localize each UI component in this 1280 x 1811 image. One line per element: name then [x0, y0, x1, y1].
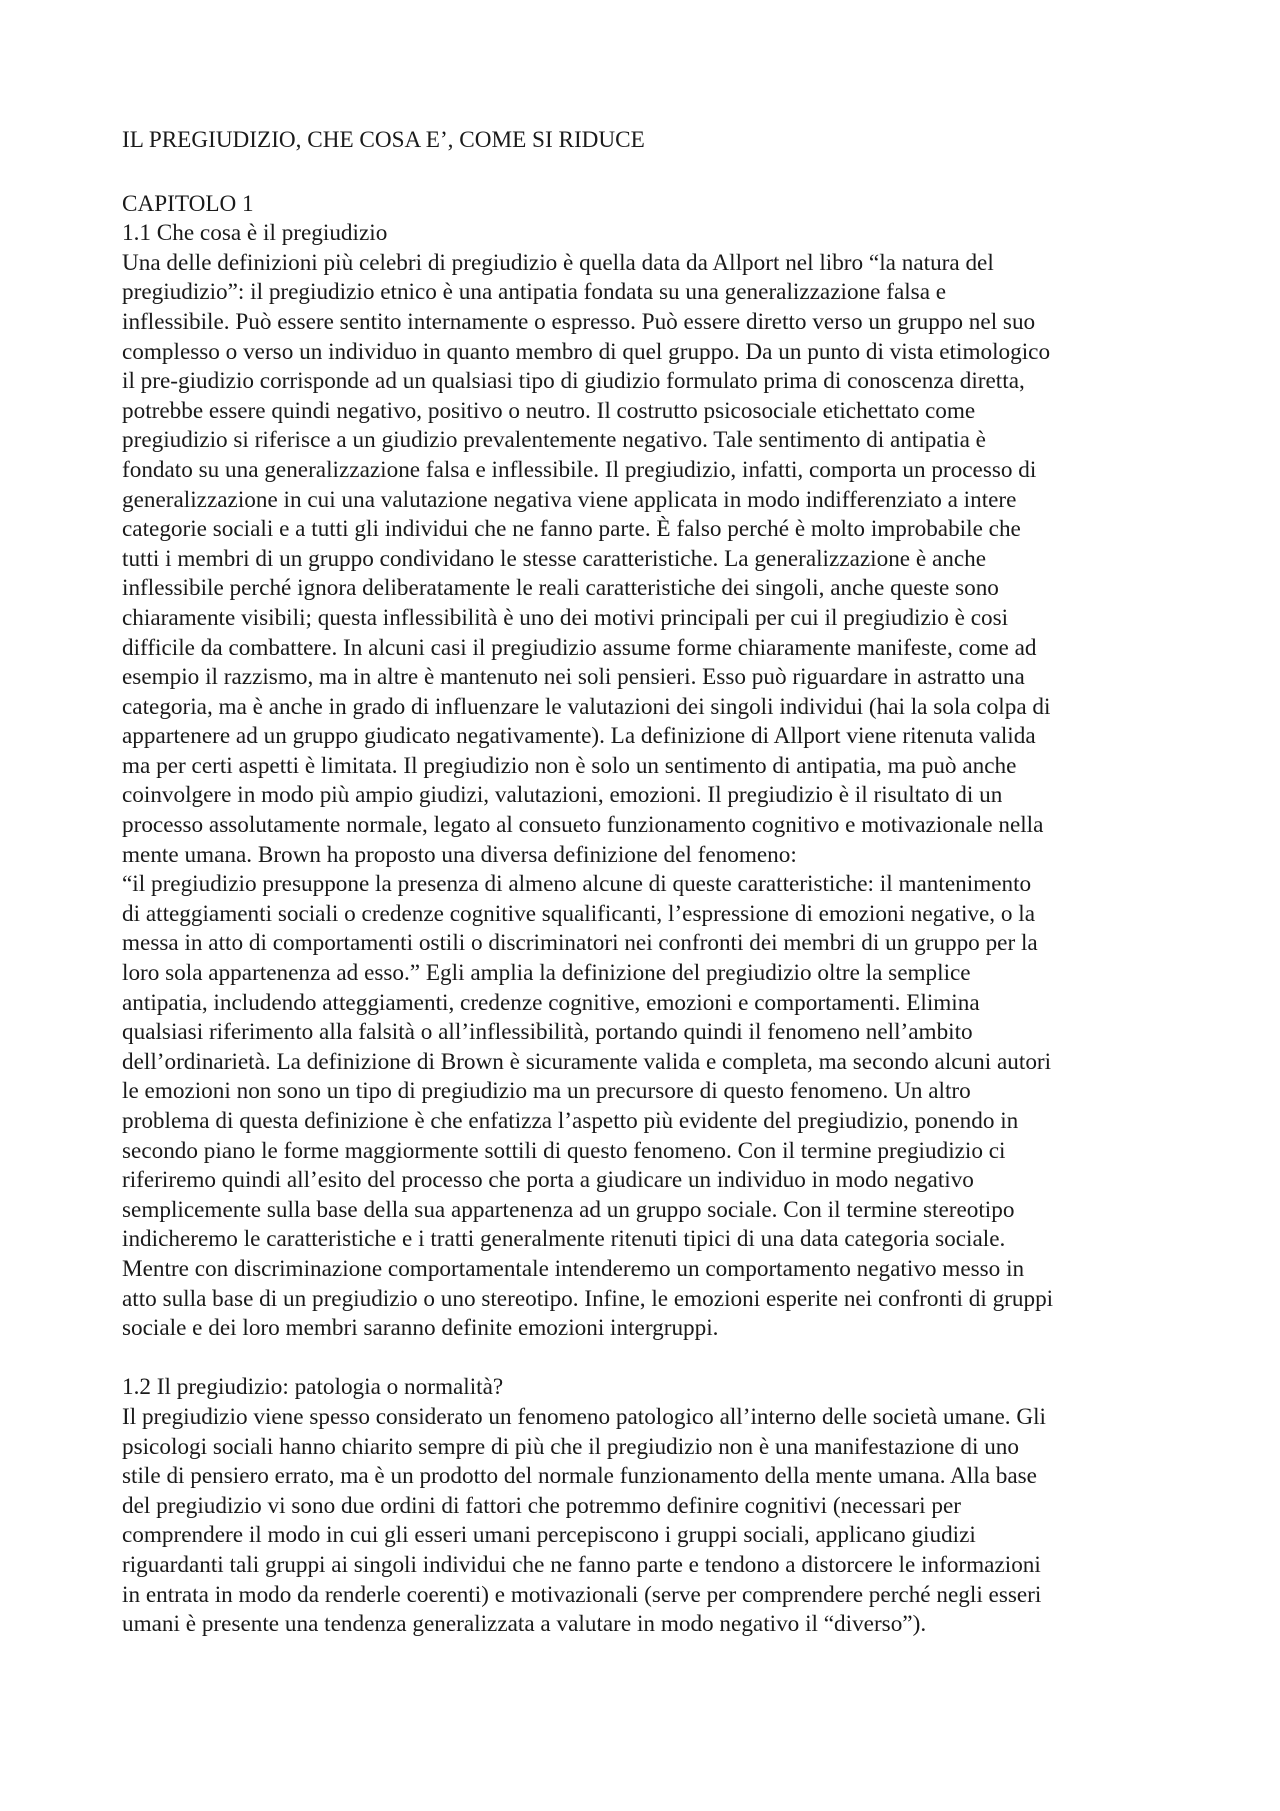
paragraph-line: Il pregiudizio viene spesso considerato un fenomeno patologico all’interno delle società umane. Gli: [122, 1403, 1047, 1430]
spacer: [122, 1344, 1162, 1374]
paragraph-line: inflessibile perché ignora deliberatamente le reali caratteristiche dei singoli, anche queste sono: [122, 575, 999, 602]
paragraph-line: indicheremo le caratteristiche e i tratti generalmente ritenuti tipici di una data categoria sociale.: [122, 1226, 1006, 1253]
paragraph-line: “il pregiudizio presuppone la presenza di almeno alcune di queste caratteristiche: il mantenimento: [122, 871, 1032, 898]
paragraph-line: esempio il razzismo, ma in altre è mantenuto nei soli pensieri. Esso può riguardare in astratto una: [122, 664, 1025, 691]
paragraph-line: pregiudizio”: il pregiudizio etnico è una antipatia fondata su una generalizzazione falsa e: [122, 279, 947, 306]
paragraph-line: inflessibile. Può essere sentito internamente o espresso. Può essere diretto verso un gruppo nel suo: [122, 308, 1036, 335]
paragraph-line: messa in atto di comportamenti ostili o discriminatori nei confronti dei membri di un gruppo per la: [122, 930, 1038, 957]
paragraph-line: chiaramente visibili; questa inflessibilità è uno dei motivi principali per cui il pregiudizio è cosi: [122, 604, 1009, 631]
document-body: [122, 126, 1162, 1640]
paragraph-line: antipatia, includendo atteggiamenti, credenze cognitive, emozioni e comportamenti. Elimina: [122, 989, 980, 1016]
paragraph-line: semplicemente sulla base della sua appartenenza ad un gruppo sociale. Con il termine stereotipo: [122, 1196, 1015, 1223]
paragraph-line: generalizzazione in cui una valutazione negativa viene applicata in modo indifferenziato a intere: [122, 486, 1017, 513]
paragraph-line: categorie sociali e a tutti gli individui che ne fanno parte. È falso perché è molto improbabile che: [122, 516, 1021, 543]
section-heading-1-1: 1.1 Che cosa è il pregiudizio: [122, 220, 388, 247]
section-1-1-text: [122, 249, 1162, 1344]
paragraph-line: riferiremo quindi all’esito del processo che porta a giudicare un individuo in modo negativo: [122, 1167, 974, 1194]
chapter-heading: CAPITOLO 1: [122, 190, 254, 217]
paragraph-line: qualsiasi riferimento alla falsità o all’inflessibilità, portando quindi il fenomeno nell’ambito: [122, 1019, 973, 1046]
paragraph-line: ma per certi aspetti è limitata. Il pregiudizio non è solo un sentimento di antipatia, ma può anche: [122, 752, 1017, 779]
paragraph-line: fondato su una generalizzazione falsa e inflessibile. Il pregiudizio, infatti, comporta un processo di: [122, 456, 1037, 483]
paragraph-line: difficile da combattere. In alcuni casi il pregiudizio assume forme chiaramente manifeste, come ad: [122, 634, 1037, 661]
paragraph-line: loro sola appartenenza ad esso.” Egli amplia la definizione del pregiudizio oltre la semplice: [122, 960, 971, 987]
paragraph-line: comprendere il modo in cui gli esseri umani percepiscono i gruppi sociali, applicano giudizi: [122, 1522, 976, 1549]
paragraph-line: dell’ordinarietà. La definizione di Brown è sicuramente valida e completa, ma secondo alcuni autori: [122, 1048, 1052, 1075]
paragraph-line: sociale e dei loro membri saranno definite emozioni intergruppi.: [122, 1315, 719, 1342]
paragraph-line: problema di questa definizione è che enfatizza l’aspetto più evidente del pregiudizio, ponendo in: [122, 1108, 1019, 1134]
paragraph-line: appartenere ad un gruppo giudicato negativamente). La definizione di Allport viene ritenuta valida: [122, 723, 1036, 750]
paragraph-line: umani è presente una tendenza generalizzata a valutare in modo negativo il “diverso”).: [122, 1611, 927, 1638]
section-1-2-text: [122, 1403, 1162, 1640]
paragraph-line: le emozioni non sono un tipo di pregiudizio ma un precursore di questo fenomeno. Un altro: [122, 1078, 971, 1105]
paragraph-line: di atteggiamenti sociali o credenze cognitive squalificanti, l’espressione di emozioni negative, o la: [122, 900, 1036, 927]
paragraph-line: mente umana. Brown ha proposto una diversa definizione del fenomeno:: [122, 841, 797, 868]
document-title: IL PREGIUDIZIO, CHE COSA E’, COME SI RIDUCE: [122, 127, 645, 153]
paragraph-line: complesso o verso un individuo in quanto membro di quel gruppo. Da un punto di vista etimologico: [122, 338, 1051, 365]
paragraph-line: in entrata in modo da renderle coerenti) e motivazionali (serve per comprendere perché negli esseri: [122, 1581, 1042, 1608]
paragraph-line: processo assolutamente normale, legato al consueto funzionamento cognitivo e motivazionale nella: [122, 812, 1044, 839]
paragraph-line: coinvolgere in modo più ampio giudizi, valutazioni, emozioni. Il pregiudizio è il risultato di un: [122, 782, 1003, 809]
paragraph-line: Mentre con discriminazione comportamentale intenderemo un comportamento negativo messo in: [122, 1255, 1025, 1282]
spacer: [122, 156, 1162, 190]
paragraph-line: stile di pensiero errato, ma è un prodotto del normale funzionamento della mente umana. Alla base: [122, 1463, 1037, 1490]
paragraph-line: il pre-giudizio corrisponde ad un qualsiasi tipo di giudizio formulato prima di conoscenza diretta,: [122, 368, 1025, 395]
paragraph-line: pregiudizio si riferisce a un giudizio prevalentemente negativo. Tale sentimento di antipatia è: [122, 427, 986, 454]
paragraph-line: del pregiudizio vi sono due ordini di fattori che potremmo definire cognitivi (necessari per: [122, 1492, 962, 1519]
paragraph-line: psicologi sociali hanno chiarito sempre di più che il pregiudizio non è una manifestazione di uno: [122, 1433, 1019, 1460]
paragraph-line: secondo piano le forme maggiormente sottili di questo fenomeno. Con il termine pregiudizio ci: [122, 1137, 1006, 1164]
paragraph-line: categoria, ma è anche in grado di influenzare le valutazioni dei singoli individui (hai la sola colpa di: [122, 693, 1051, 720]
section-heading-1-2: 1.2 Il pregiudizio: patologia o normalità?: [122, 1374, 504, 1401]
paragraph-line: Una delle definizioni più celebri di pregiudizio è quella data da Allport nel libro “la natura del: [122, 249, 994, 276]
paragraph-line: tutti i membri di un gruppo condividano le stesse caratteristiche. La generalizzazione è anche: [122, 545, 987, 572]
paragraph-line: potrebbe essere quindi negativo, positivo o neutro. Il costrutto psicosociale etichettato come: [122, 397, 976, 424]
paragraph-line: riguardanti tali gruppi ai singoli individui che ne fanno parte e tendono a distorcere le informazioni: [122, 1551, 1041, 1578]
paragraph-line: atto sulla base di un pregiudizio o uno stereotipo. Infine, le emozioni esperite nei confronti di gruppi: [122, 1285, 1054, 1312]
